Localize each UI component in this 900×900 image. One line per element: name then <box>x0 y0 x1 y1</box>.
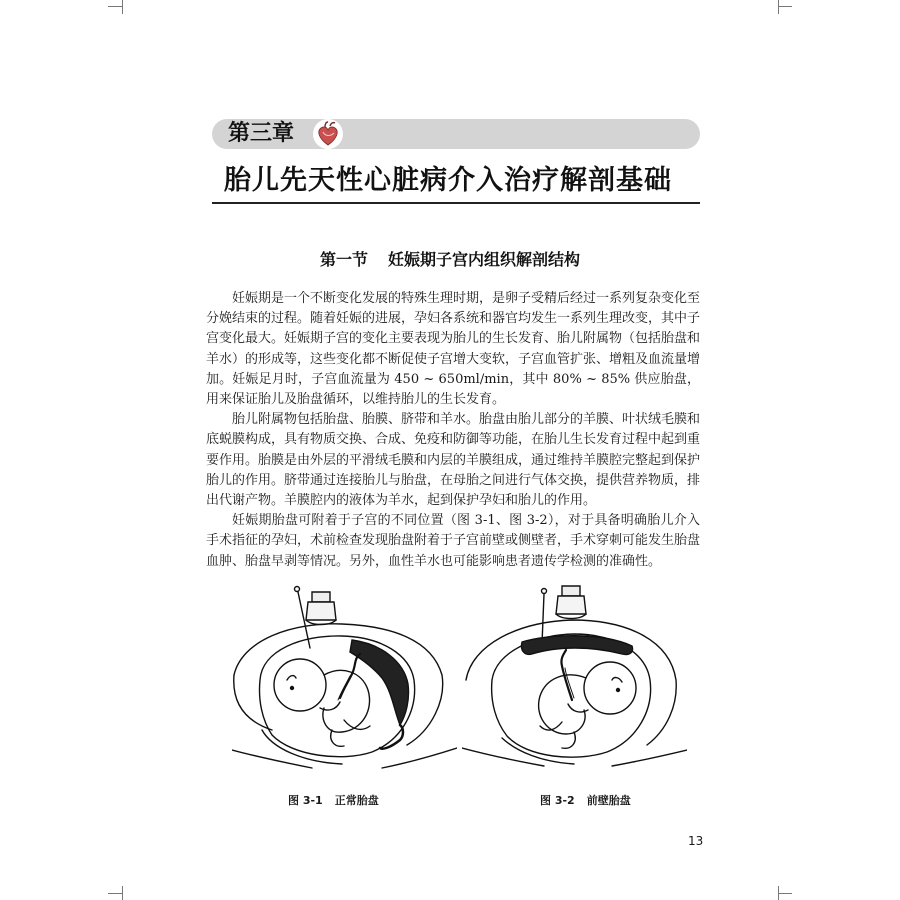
figure-anterior-placenta <box>462 580 687 780</box>
body-text <box>206 289 700 572</box>
crop-mark <box>778 893 792 894</box>
section-number: 第一节 <box>319 250 368 269</box>
crop-mark <box>122 0 123 14</box>
chapter-title: 胎儿先天性心脏病介入治疗解剖基础 <box>224 165 672 196</box>
heart-icon <box>312 118 344 150</box>
chapter-label: 第三章 <box>228 121 295 146</box>
page-number: 13 <box>688 834 704 848</box>
section-heading <box>0 247 900 270</box>
paragraph: 妊娠期是一个不断变化发展的特殊生理时期，是卵子受精后经过一系列复杂变化至分娩结束的过程。随着妊娠的进展，孕妇各系统和器官均发生一系列生理改变，其中子宫变化最大。妊娠期子宫的变化主要表现为胎儿的生长发育、胎儿附属物（包括胎盘和羊水）的形成等，这些变化都不断促使子宫增大变软，子宫血管扩张、增粗及血流量增加。妊娠足月时，子宫血流量为 450 ~ 650ml/min，其中 80% ~ 85% 供应胎盘，用来保证胎儿及胎盘循环，以维持胎儿的生长发育。 <box>206 291 701 408</box>
title-divider <box>212 202 700 204</box>
crop-mark <box>122 886 123 900</box>
crop-mark <box>778 6 792 7</box>
figure-number: 图 3-2 <box>540 794 575 807</box>
paragraph: 妊娠期胎盘可附着于子宫的不同位置（图 3-1、图 3-2），对于具备明确胎儿介入手术指征的孕妇，术前检查发现胎盘附着于子宫前壁或侧壁者，手术穿刺可能发生胎盘血肿、胎盘早剥等情况。另外，血性羊水也可能影响患者遗传学检测的准确性。 <box>206 513 701 569</box>
figure-caption-text: 前壁胎盘 <box>586 794 631 807</box>
figure-normal-placenta <box>232 580 457 780</box>
figure-caption <box>288 792 379 808</box>
crop-mark <box>778 0 779 14</box>
section-title: 妊娠期子宫内组织解剖结构 <box>388 250 581 269</box>
crop-mark <box>108 6 122 7</box>
crop-mark <box>778 886 779 900</box>
figure-number: 图 3-1 <box>288 794 323 807</box>
paragraph: 胎儿附属物包括胎盘、胎膜、脐带和羊水。胎盘由胎儿部分的羊膜、叶状绒毛膜和底蜕膜构成，具有物质交换、合成、免疫和防御等功能，在胎儿生长发育过程中起到重要作用。胎膜是由外层的平滑绒毛膜和内层的羊膜组成，通过维持羊膜腔完整起到保护胎儿的作用。脐带通过连接胎儿与胎盘，在母胎之间进行气体交换，提供营养物质，排出代谢产物。羊膜腔内的液体为羊水，起到保护孕妇和胎儿的作用。 <box>206 412 701 509</box>
figure-caption-text: 正常胎盘 <box>334 794 379 807</box>
figure-caption <box>540 792 631 808</box>
crop-mark <box>108 893 122 894</box>
